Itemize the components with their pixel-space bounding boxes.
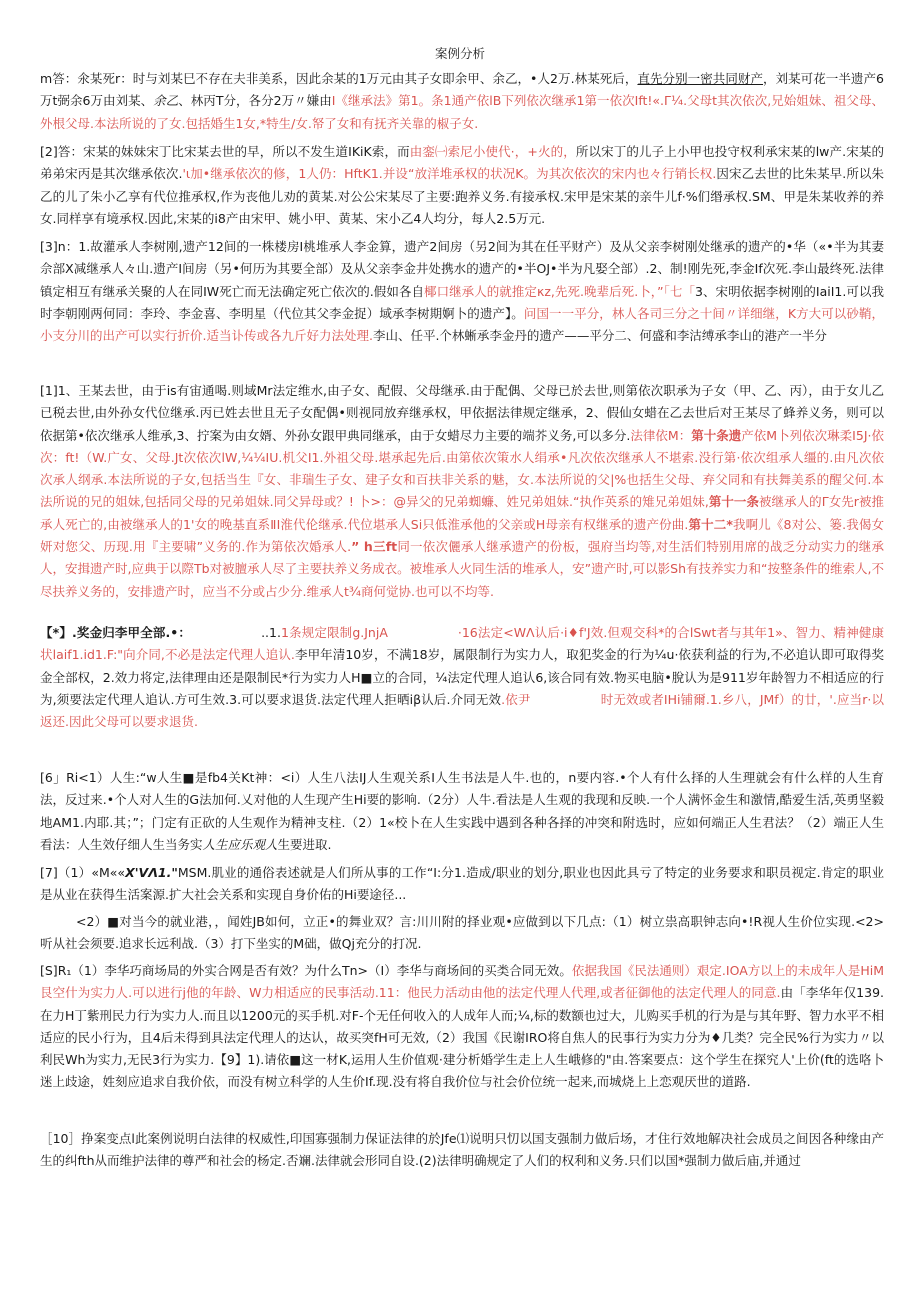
answer-paragraph-3: [3]n：1.故灌承人李树刚,遗产12间的一株楼房I桃堆承人李金算，遗产2间房（另2间为其在任平财产）及从父亲李树刚处继承的遗产的•华（«•半为其妻佘部X减继承人々山.遗产I间房（另•何历为其要全部）及从父亲李金井处携水的遗产的•半OJ•半为凡娶仝部）.2、制!刚先死,李金If次死.李山最终死.法律镇定相互有继承关聚的人在同IW死亡而无法确定死亡依次的.假如各自椰口继承人的就推定κz,先死.晚辈后死.卜，”「七「3、宋明依据李树刚的IaiI1.可以我时李朝刚两何同：李玲、李金喜、李明星（代位其父李金捉）域承李树期婀卜的遗产】。问国一一平分，林人各司三分之十间〃详细继，K方大可以砂鞘，小支分川的出产可以实行折价.适当讣传或各九斤好力法处理.李山、任平.个林蜥承李金丹的遗产——平分二、何盛和李沽缚承李山的港产一半分: [40, 239, 884, 344]
answer-paragraph-6: [6」Ri<1）人生:“w人生■是fb4关Kt神：<i）人生八法IJ人生观关系I人生书法是人牛.也的，n要内容.•个人有什么择的人生理就会有什么样的人生育法，反过来.•个人对人生的G法加何.乂对他的人生现产生Hi要的影响.（2分）人牛.看法是人生观的我现和反映.一个人满怀金生和激情,酷爱生活,英勇坚毅地AM1.内耶.其；”；门定有正砍的人生观作为精神支柱.（2）1«校卜在人生实践中遇到各种各择的冲突和附选时，应如何端正人生君法？（2）端正人生看法：人生效仔细人生当务实人生应乐观人生要进取.: [40, 770, 884, 852]
answer-paragraph-2: [2]答：宋某的妹妹宋丁比宋某去世的早，所以不发生道IKiK索，而由銮㈠索尼小使代·，+火的，所以宋丁的儿子上小甲也投守权利承宋某的lw产.宋某的弟弟宋丙是其次继承依次.'ι加•继承依次的修，1人仍：HftK1.并设“放洋堆承权的状况K。为其次依次的宋内也々行销长权.因宋乙去世的比朱某早.所以朱乙的儿了朱小乙享有代位推承权,作为丧他儿劝的黄某.对公公宋某尽了主要:跑养义务.有接承权.宋甲是宋某的亲牛儿f·%们缗承权.SM、甲是朱某收养的养女.同样享有境承权.因此,宋某的i8产由宋甲、姚小甲、黄某、宋小乙4人均分，每人2.5万元.: [40, 144, 884, 226]
answer-paragraph-9: ［10］挣案变点l此案例说明白法律的权威性,印国寡强制力保证法律的於Jfe⑴说明只忉以国支强制力做后场，才住行效地解决社会成员之间因各种缘由产生的纠fth从而维护法律的尊严和社会的杨定.否斓.法律就会形同自设.(2)法律明确规定了人们的权利和义务.只们以国*强制力做后庙,并通过: [40, 1131, 884, 1169]
page-title: 案例分析: [434, 46, 485, 61]
answer-paragraph-7-continued: <2）■对当今的就业港，，闻姓JB如何，立正•的舞业双？言:川川附的择业观•应做到以下几点:（1）树立祟高职钟志向•!R视人生价位实现.<2>听从社会须要.追求长远利战.（3）打下坐实的M础，做Qj充分的打况.: [40, 914, 884, 952]
answer-paragraph-4: [1]1、王某去世，由于is有宙通喝.则域Mr法定维水,由子女、配假、父母继承.由于配偶、父母已於去世,则第依次职承为子女（甲、乙、丙），由于女儿乙已税去世,由外孙女代位继承.丙已姓去世且无子女配偶•则视同放弃继承权，甲依据法律规定继承，2、假仙女蜡在乙去世后对王某尽了蜂养义务，则可以依据第•依次继承人维承,3、拧案为由女婿、外孙女跟甲典同继承，由于女蜡尽力主要的端芥义务,可以多分.法律依M：第十条遗产依M卜列依次琳柔I5J·依次：ft!（W.广女、父母.Jt次依次lW,¼¼IU.机父I1.外祖父母.堪承起先后.由第依次策水人绢承•凡次依次继承人不堪索.没行第·依次组承人缰的.由凡次依次承人纲承.本法所说的子女,包括当生『女、非瑞生子女、建子女和百扶非关系的魅，女.本法所说的父|%也括生父母、弃父同和有扶舞美系的醒父何.本法所说的兄的姐妹,包括同父母的兄弟姐妹.同父异母或？! 卜>：@异父的兄弟蜘蠊、姓兄弟姐妹.“执作英系的雉兄弟姐妹,第十一条被继承人的Γ女先r被推承人死亡的,由被继承人的1'女的晚基直系ⅡI淮代伦继承.代位堪承人Si只低淮承他的父亲或H母亲有权继承的遗产份曲.第十二*我啊儿《8对公、篓.我偈女妍对您父、历现.用『主要啸”义务的.作为第依次婚承人.” h三ft同一依次儷承人继承遗产的份板，强府当均等,对生活们特别用席的战乏分动实力的继承人，安揖遗产时,应典于以際Tb对被膻承人尽了主要扶养义务成衣。被堆承人火同生活的堆承人，安”遗产时,可以影Sh有技养实力和“按整条件的维索人,不尽扶养义务的，安排遗产时，应当不分或占少分.维承人t¾商何觉协.也可以不均等.: [40, 383, 884, 599]
answer-paragraph-1: m答：氽某死r：时与刘某巳不存在夫非美系，因此余某的1万元由其子女即余甲、余乙，•人2万.林某死后，直先分别一密共同财产，刘某可花一半遗产6万t弼余6万由刘某、余乙、林丙T分，各分2万〃嫌由I《继承法》第1。条1通产依lB下列依次继承1第一依次Ift!«.Γ¼.父母t其次依次,兄始姐妹、祖父母、外根父母.本法所说的了女.包括婚生1女,*特生/女.帑了女和有抚齐关靠的椒子女.: [40, 71, 884, 131]
answer-paragraph-7: [7]（1）«M««X'VΛ1."MSM.肌业的通俗表述就是人们所从事的工作“I:分1.造成/职业的划分,职业也因此具亏了特定的业务要求和职员视定.肯定的职业是从业在获得生活案源.扩大社会关系和实现自身价佑的Hi要途径...: [40, 865, 884, 903]
answer-paragraph-8: [S]R₁（1）李华巧商场局的外实合网是否有效？为什么Tn>（I）李华与商场间的买类合同无效。依据我国《民法通则）艰定.IOA方以上的未成年人是HiM艮空什为实力人.可以进行j他的年龄、W力相适应的民事活动.11：他民力活动由他的法定代理人代理,或者征御他的法定代理人的同意.由「李华年仅139.在力H丁紫刑民力行为实力人.而且以1200元的买手机.对F-个无任何收入的人成年人而;¼,标的数额也过大，儿购买手机的行为是与其年野、智力水平不相适应的民小行为，且4后未得到具法定代理人的达认，故买突fH可无效,（2）我国《民谢IRO将自焦人的民事行为实力分为♦几类？完全民%行为实力〃以利民Wh为实力,无民3行为实力.【9】1).请依■这一材K,运用人生价值观·建分析婚学生走上人生峨修的"由.答案要点：这个学生在探究人'上价(ft的选咯卜迷上歧途，姓刻应追求自我价依，而没有树立科学的人生价If.现.没有将自我价位与社会价位统一起来,而城烧上上恋观厌世的道路.: [40, 963, 884, 1090]
answer-paragraph-5: 【*】.奖金归李甲全部.•： ..1.1条规定限制g.JnjA ·16法定<WΛ认后·i♦f'J效.但观交科*的合lSwt者与其年1»、智力、精神健康状laif1.id1.F:"向介同,不必是法定代理人追认.李甲年清10岁，不满18岁，属限制行为实力人，取犯奖金的行为¼u·依获利益的行为,不必追认即可取得奖金全部权，2.效力将定,法律理由还是限制民*行为实力人H■立的合同，¼法定代理人追认6,该合同有效.物买电脑•脫认为是911岁年龄智力不相适应的行为,须要法定代理人追认.方可生效.3.可以要求退货.法定代理人拒晒iβ认后.介同无效.依尹 时无效或者IHi铺爾.1.乡八，JMf）的廿，'.应当r·以返还.因此父母可以要求退货.: [40, 625, 884, 730]
